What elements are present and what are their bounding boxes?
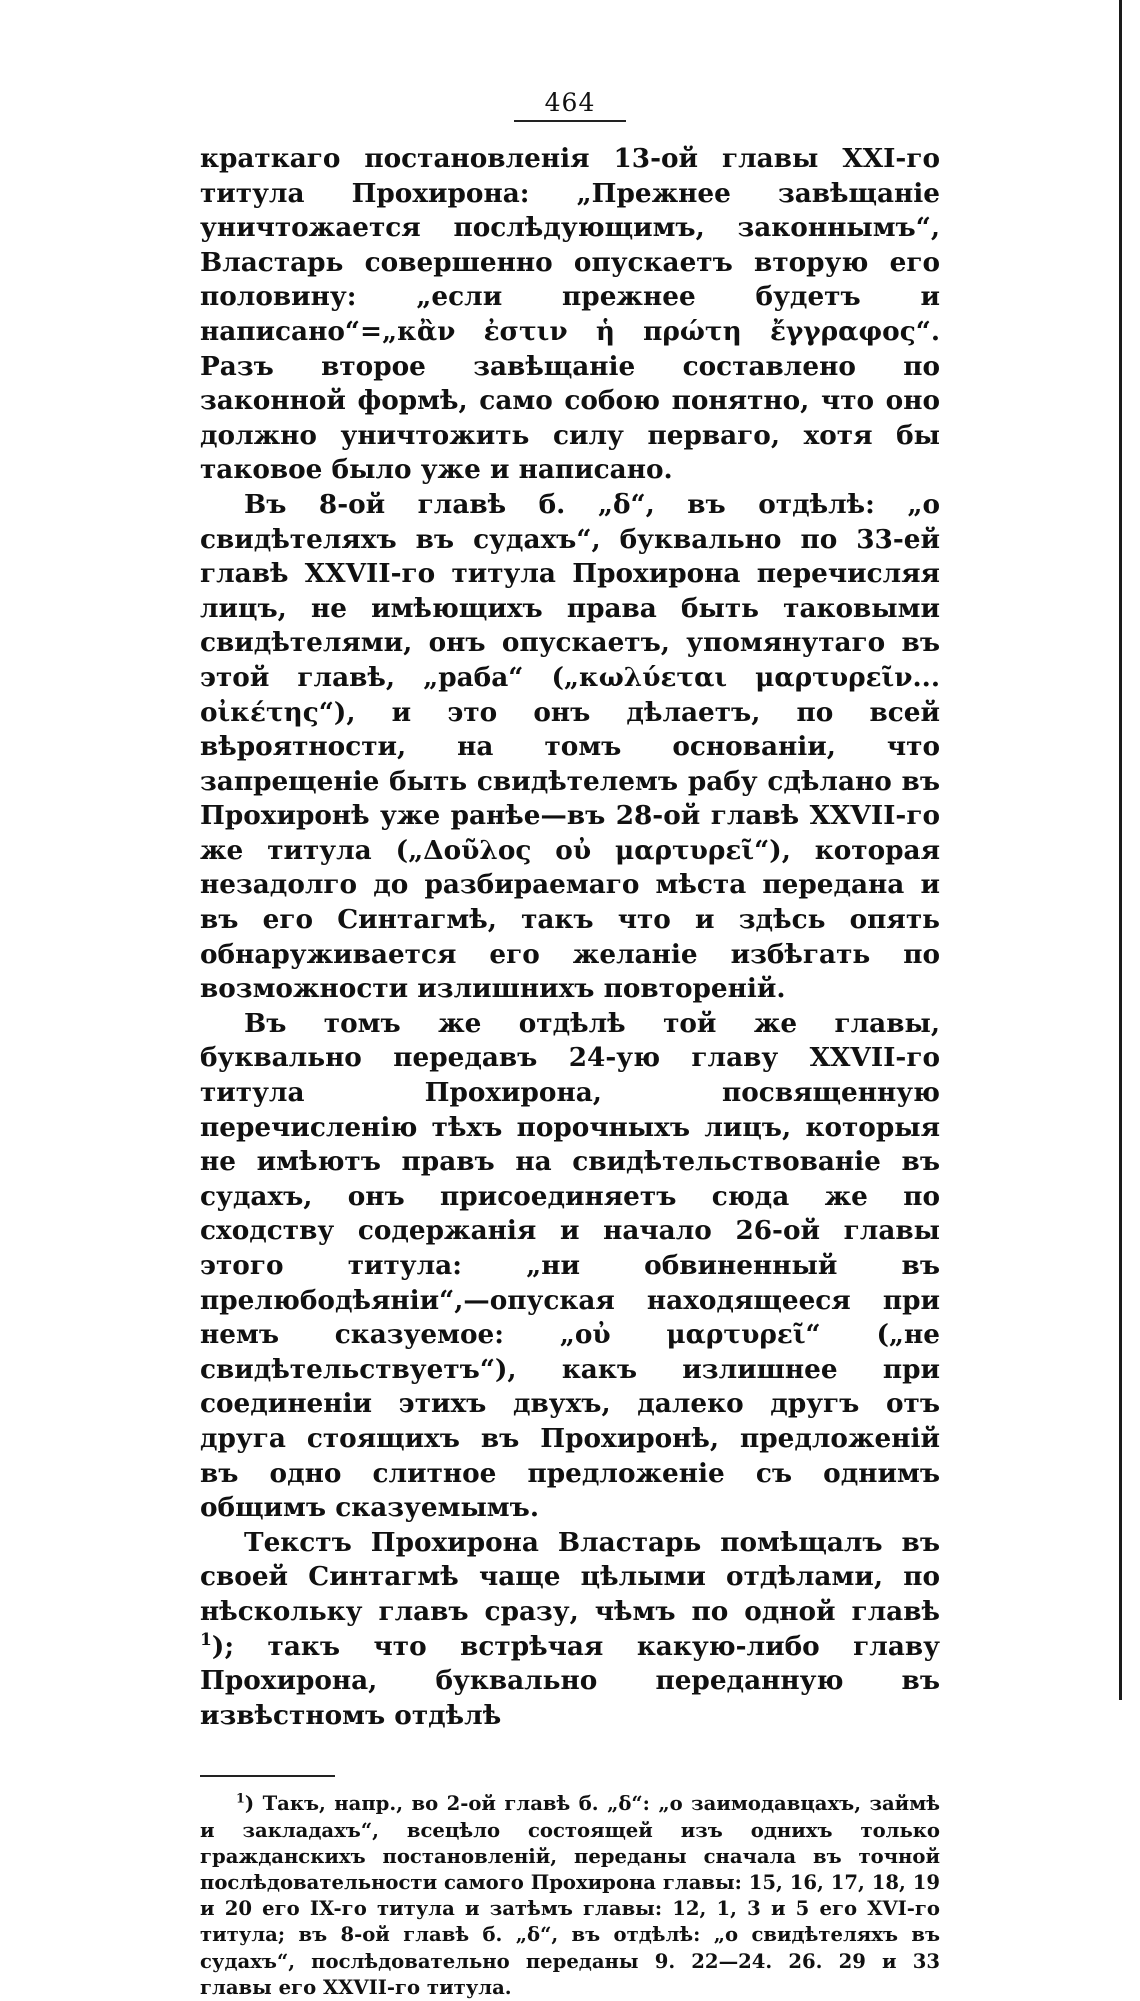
book-page (200, 88, 940, 2001)
paragraph-3: Въ томъ же отдѣлѣ той же главы, буквально передавъ 24-ую главу XXVII-го титула Прохирона, посвященную перечисленію тѣхъ порочныхъ лицъ, которыя не имѣютъ правъ на свидѣтельствованіе въ судахъ, онъ присоединяетъ сюда же по сходству содержанія и начало 26-ой главы этого титула: „ни обвиненный въ прелюбодѣяніи“,—опуская находящееся при немъ сказуемое: „οὐ μαρτυρεῖ“ („не свидѣтельствуетъ“), какъ излишнее при соединеніи этихъ двухъ, далеко другъ отъ друга стоящихъ въ Прохиронѣ, предложеній въ одно слитное предложеніе съ однимъ общимъ сказуемымъ. (200, 1007, 940, 1524)
book-spine-edge (1119, 0, 1122, 1700)
footnote-rule (200, 1775, 335, 1777)
paragraph-4-text-before: Текстъ Прохирона Властарь помѣщалъ въ своей Синтагмѣ чаще цѣлыми отдѣлами, по нѣскольку главъ сразу, чѣмъ по одной главѣ (200, 1526, 940, 1627)
paragraph-1: краткаго постановленія 13-ой главы XXI-го титула Прохирона: „Прежнее завѣщаніе уничтожается послѣдующимъ, законнымъ“, Властарь совершенно опускаетъ вторую его половину: „если прежнее будетъ и написано“=„κἂν ἐστιν ἡ πρώτη ἔγγραφος“. Разъ второе завѣщаніе составлено по законной формѣ, само собою понятно, что оно должно уничтожить силу перваго, хотя бы таковое было уже и написано. (200, 143, 940, 486)
page-number: 464 (544, 88, 596, 117)
footnote-text: ) Такъ, напр., во 2-ой главѣ б. „δ“: „о заимодавцахъ, займѣ и закладахъ“, всецѣло состоящей изъ однихъ только гражданскихъ постановленій, переданы сначала въ точной послѣдовательности самого Прохирона главы: 15, 16, 17, 18, 19 и 20 его IX-го титула и затѣмъ главы: 12, 1, 3 и 5 его XVI-го титула; въ 8-ой главѣ б. „δ“, въ отдѣлѣ: „о свидѣтеляхъ въ судахъ“, послѣдовательно переданы 9. 22—24. 26. 29 и 33 главы его XXVII-го титула. (200, 1792, 940, 1999)
paragraph-4 (200, 1526, 940, 1734)
footnote-marker: 1 (236, 1791, 245, 1807)
paragraph-2: Въ 8-ой главѣ б. „δ“, въ отдѣлѣ: „о свидѣтеляхъ въ судахъ“, буквально по 33-ей главѣ XXVII-го титула Прохирона перечисляя лицъ, не имѣющихъ права быть таковыми свидѣтелями, онъ опускаетъ, упомянутаго въ этой главѣ, „раба“ („κωλύεται μαρτυρεῖν... οἰκέτης“), и это онъ дѣлаетъ, по всей вѣроятности, на томъ основаніи, что запрещеніе быть свидѣтелемъ рабу сдѣлано въ Прохиронѣ уже ранѣе—въ 28-ой главѣ XXVII-го же титула („Δοῦλος οὐ μαρτυρεῖ“), которая незадолго до разбираемаго мѣста передана и въ его Синтагмѣ, такъ что и здѣсь опять обнаруживается его желаніе избѣгать по возможности излишнихъ повтореній. (200, 488, 940, 1005)
footnote (200, 1791, 940, 2001)
body-text (200, 142, 940, 1733)
page-number-rule (514, 120, 626, 122)
paragraph-4-text-after: ); такъ что встрѣчая какую-либо главу Прохирона, буквально переданную въ извѣстномъ отдѣлѣ (200, 1630, 940, 1731)
footnote-reference: 1 (200, 1629, 212, 1650)
